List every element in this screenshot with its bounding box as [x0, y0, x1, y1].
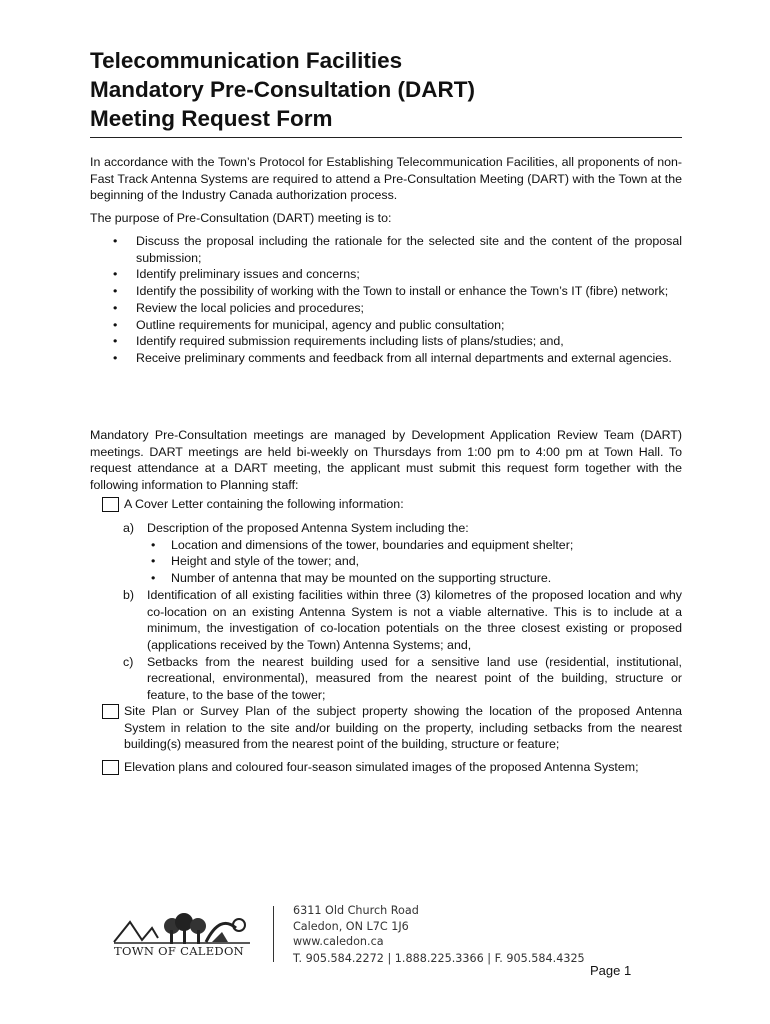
list-item: • Identify preliminary issues and concerns;: [113, 267, 360, 282]
meetings-paragraph: Mandatory Pre-Consultation meetings are managed by Development Application Review Team (DART) meetings. DART meetings are held bi-weekly on Thursdays from 1:00 pm to 4:00 pm at Town Hall. To request attendance at a DART meeting, the applicant must submit this request form together with the following information to Planning staff:: [90, 428, 682, 493]
requirement-a: a) Description of the proposed Antenna System including the: • Location and dimensions of the tower, boundaries and equipment shelter; • Height and style of the tower; and, • Number of antenna that may be mounted on the supporting structure.: [123, 520, 682, 587]
requirement-c: c) Setbacks from the nearest building used for a sensitive land use (residential, institutional, recreational, environmental), measured from the nearest point of the building, structure or feature, to the base of the tower;: [123, 654, 682, 703]
list-item: • Outline requirements for municipal, agency and public consultation;: [113, 317, 505, 332]
elevation-item: [102, 759, 682, 776]
list-item: • Discuss the proposal including the rationale for the selected site and the content of the proposal submission;: [113, 234, 682, 265]
list-item: • Review the local policies and procedures;: [113, 300, 364, 315]
list-item: • Identify required submission requirements including lists of plans/studies; and,: [113, 334, 564, 349]
cover-letter-item: [102, 496, 682, 513]
site-plan-label: Site Plan or Survey Plan of the subject property showing the location of the proposed Antenna System in relation to the site and/or building on the property, including setbacks from the nearest building(s) measured from the nearest point of the building, structure or feature;: [124, 704, 682, 752]
form-title: [90, 46, 682, 138]
antenna-description-list: [147, 537, 682, 587]
purpose-list: [90, 233, 682, 367]
town-name: TOWN OF CALEDON: [114, 944, 245, 958]
address-line-1: 6311 Old Church Road: [293, 904, 419, 917]
requirement-b: b) Identification of all existing facilities within three (3) kilometres of the proposed location and why co-location on an existing Antenna System is not a viable alternative. This is to include at a minimum, the investigation of co-location potentials on the three closest existing or proposed (applications received by the Town) Antenna Systems; and,: [123, 587, 682, 652]
cover-letter-checkbox[interactable]: [102, 497, 119, 512]
list-item: • Location and dimensions of the tower, boundaries and equipment shelter;: [151, 537, 574, 552]
cover-letter-requirements: [123, 520, 682, 704]
list-item: • Identify the possibility of working with the Town to install or enhance the Town’s IT (fibre) network;: [113, 284, 669, 299]
list-item: • Receive preliminary comments and feedback from all internal departments and external agencies.: [113, 350, 672, 365]
footer-divider: [273, 906, 274, 962]
purpose-heading: The purpose of Pre-Consultation (DART) meeting is to:: [90, 211, 392, 225]
page-number: Page 1: [590, 963, 632, 978]
title-line-3: Meeting Request Form: [90, 106, 333, 131]
address-line-2: Caledon, ON L7C 1J6: [293, 920, 409, 933]
title-line-2: Mandatory Pre-Consultation (DART): [90, 77, 475, 102]
phone-numbers: T. 905.584.2272 | 1.888.225.3366 | F. 905.584.4325: [293, 952, 585, 965]
elevation-label: Elevation plans and coloured four-season simulated images of the proposed Antenna System;: [124, 760, 639, 774]
list-item: • Number of antenna that may be mounted on the supporting structure.: [151, 571, 552, 586]
cover-letter-label: A Cover Letter containing the following information:: [124, 497, 404, 511]
website-link[interactable]: www.caledon.ca: [293, 935, 384, 948]
list-item: • Height and style of the tower; and,: [151, 554, 360, 569]
elevation-checkbox[interactable]: [102, 760, 119, 775]
title-line-1: Telecommunication Facilities: [90, 48, 403, 73]
intro-paragraph: In accordance with the Town’s Protocol for Establishing Telecommunication Facilities, all proponents of non-Fast Track Antenna Systems are required to attend a Pre-Consultation Meeting (DART) with the Town at the beginning of the Industry Canada authorization process.: [90, 155, 682, 203]
site-plan-item: [102, 703, 682, 753]
site-plan-checkbox[interactable]: [102, 704, 119, 719]
